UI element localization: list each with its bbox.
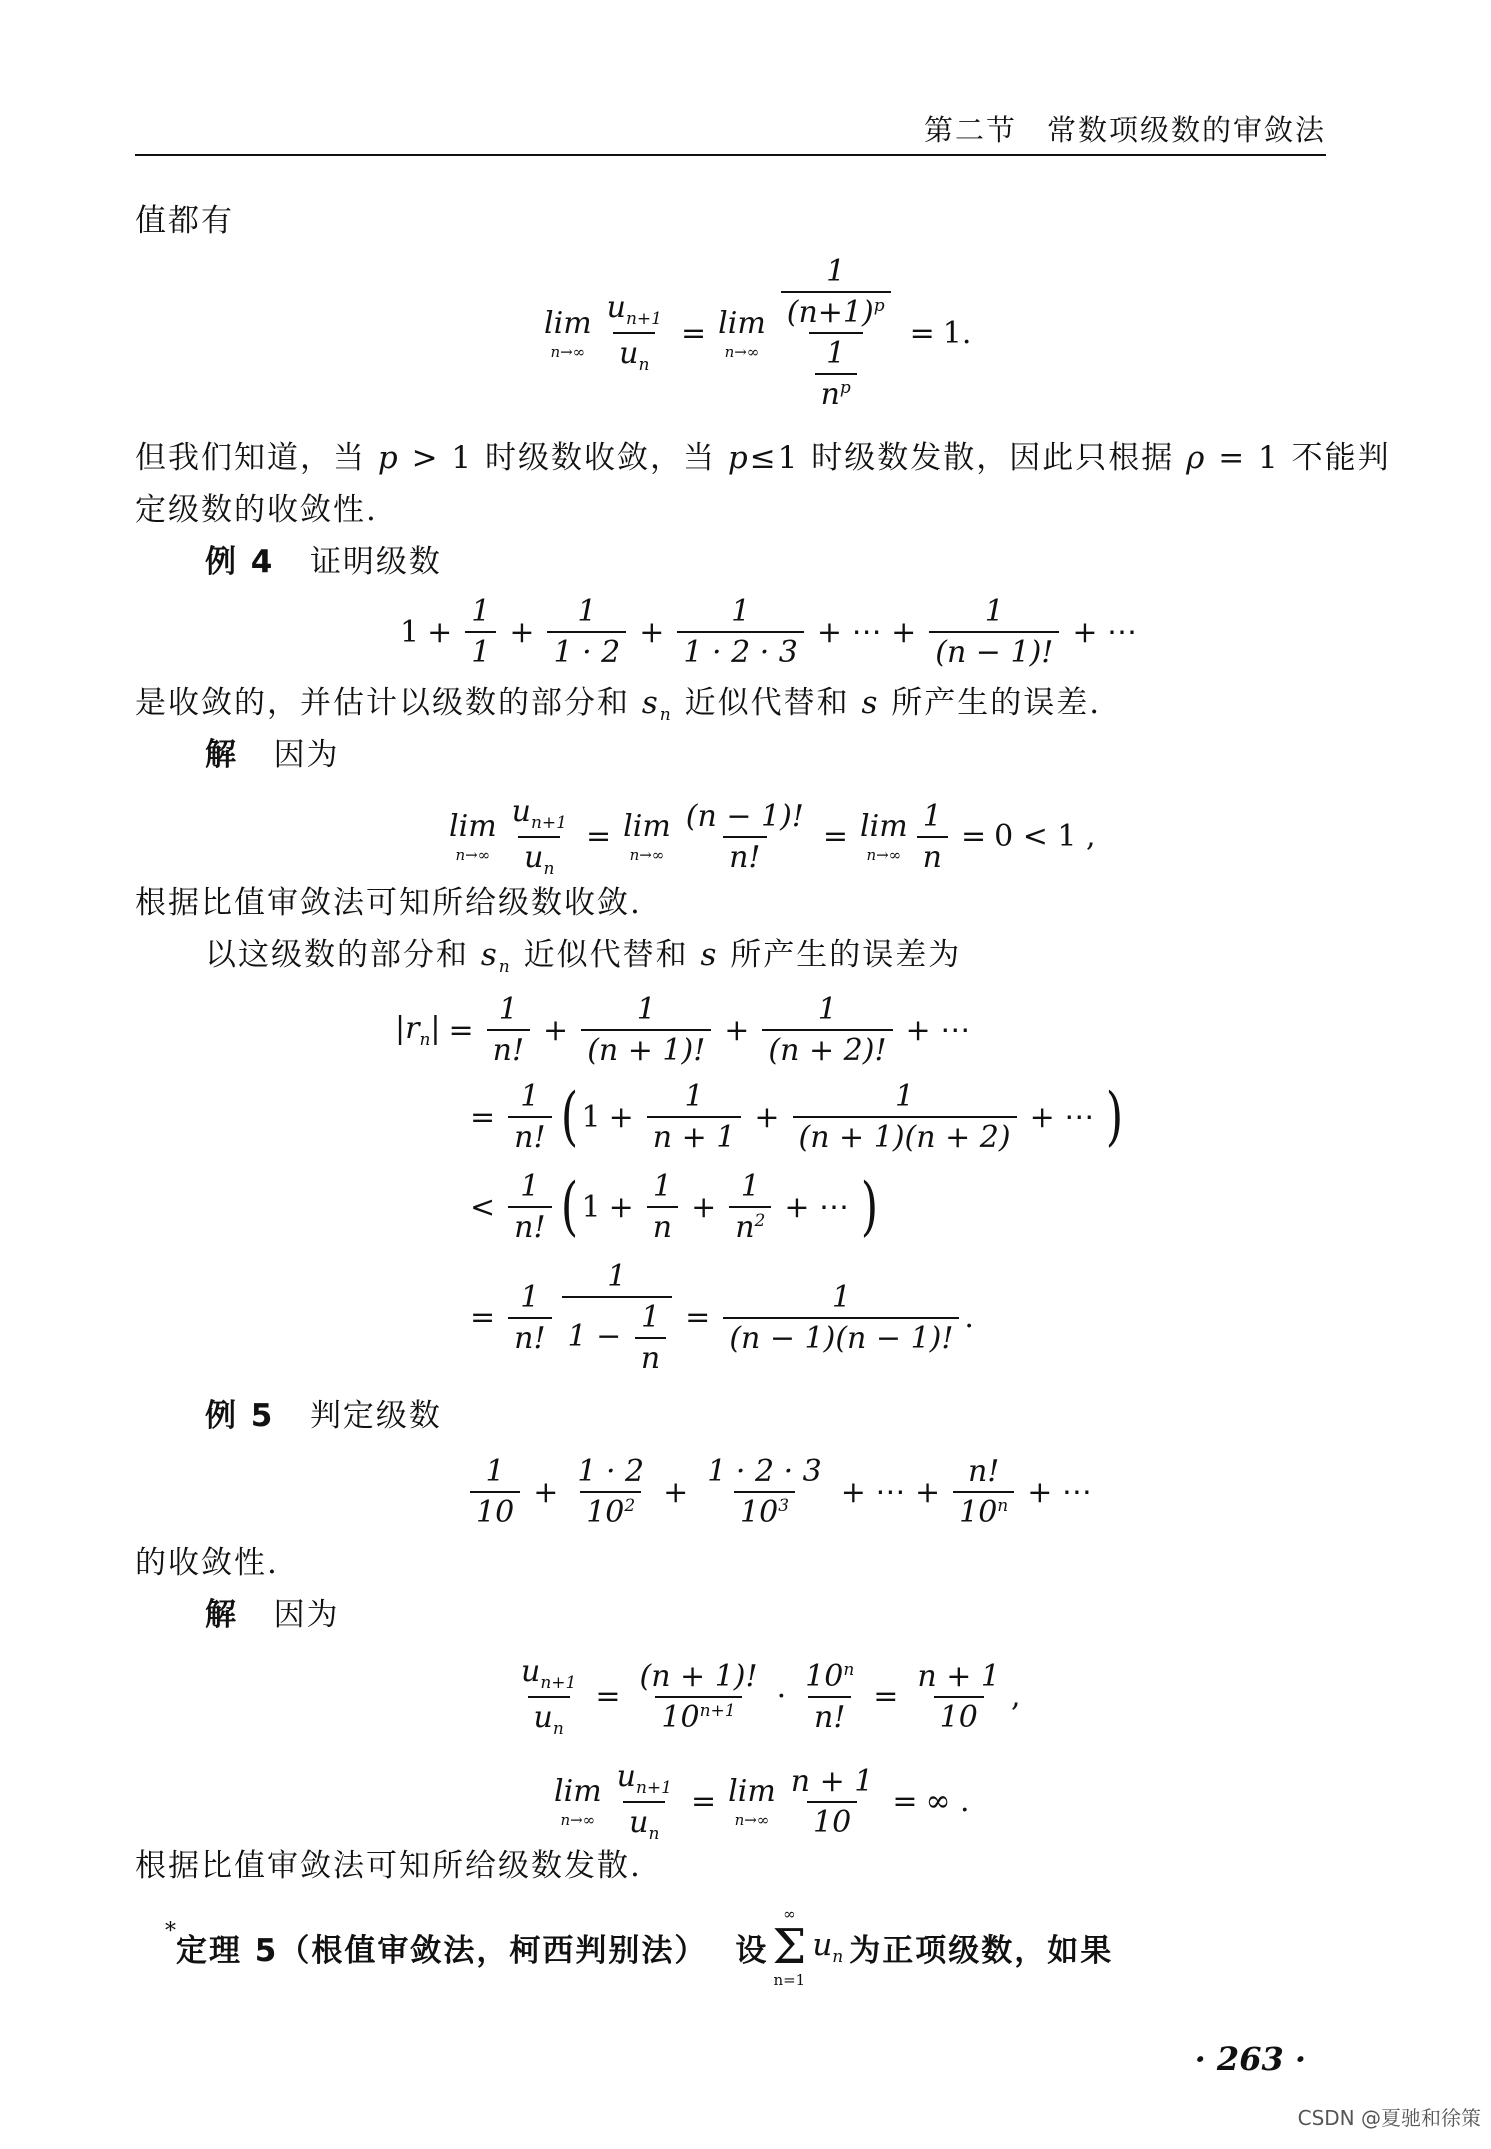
lim-operator: lim n→∞ [544,305,592,361]
equation-error-line-1: $|r_n|$ = $\frac{1}{n!}$ + $\frac{1}{(n + 1)!}$ + $\frac{1}{(n + 2)!}$ + ⋯ [395,992,971,1068]
running-header [924,108,1326,149]
fraction: $\frac{\frac{1}{(n+1)^p}}{\frac{1}{n^p}}$ [775,255,897,411]
header-rule [135,154,1326,156]
equation-series-example-5: $\frac{1}{10}$ + $\frac{1 \cdot 2}{10^2}$ + $\frac{1 \cdot 2 \cdot 3}{10^3}$ + ⋯ + $\frac{n!}{10^n}$ + ⋯ [465,1455,1100,1529]
equation-ratio-example-5: $\frac{u_{n+1}}{u_n}$ = $\frac{(n + 1)!}{10^{n+1}}$ · $\frac{10^n}{n!}$ = $\frac{n + 1}{10}$ , [521,1654,1021,1739]
example-4-heading: 例 4 证明级数 [205,544,442,580]
watermark: CSDN @夏驰和徐策 [1297,2106,1481,2130]
equation-series-factorial: 1 + $\frac{1}{1}$ + $\frac{1}{1 \cdot 2}$ + $\frac{1}{1 \cdot 2 \cdot 3}$ + ⋯ + $\frac{1}{(n - 1)!}$ + ⋯ [400,594,1138,670]
paragraph-p-series-note: 但我们知道，当 p > 1 时级数收敛，当 p≤1 时级数发散，因此只根据 ρ = 1 不能判 [135,440,1391,476]
equation-error-line-2: = $\frac{1}{n!}$ ( 1 + $\frac{1}{n + 1}$ + $\frac{1}{(n + 1)(n + 2)}$ + ⋯ ) [470,1079,1124,1155]
equation-ratio-p-series: lim n→∞ $\frac{u_{n+1}}{u_n}$ = lim n→∞ $\frac{\frac{1}{(n+1)^p}}{\frac{1}{n^p}}$ = 1. [544,254,972,412]
sigma-symbol: ∞ Σ n=1 [772,1905,807,1989]
example-5-heading: 例 5 判定级数 [205,1398,442,1434]
fraction: $\frac{u_{n+1}}{u_n}$ [606,290,662,375]
equation-ratio-limit: lim n→∞ $\frac{u_{n+1}}{u_n}$ = lim n→∞ $\frac{(n - 1)!}{n!}$ = lim n→∞ $\frac{1}{n}$ = 0 < 1 , [449,794,1096,879]
solution-2-heading: 解 因为 [205,1597,340,1633]
equation-error-line-3: < $\frac{1}{n!}$ ( 1 + $\frac{1}{n}$ + $\frac{1}{n^2}$ + ⋯ ) [470,1169,879,1245]
paragraph-intro: 值都有 [135,203,234,239]
page-number: · 263 · [1194,2040,1306,2078]
paragraph-convergent-conclusion: 根据比值审敛法可知所给级数收敛. [135,885,642,921]
section-title: 常数项级数的审敛法 [1046,113,1326,147]
equation-error-line-4: = $\frac{1}{n!}$ 1 1 − $\frac{1}{n}$ = $\frac{1}{(n - 1)(n - 1)!}$ . [470,1259,974,1376]
solution-heading: 解 因为 [205,737,340,773]
paragraph-error-intro: 以这级数的部分和 $s_n$ 近似代替和 s 所产生的误差为 [205,937,962,978]
section-number: 第二节 [923,113,1017,147]
paragraph-p-series-note-cont: 定级数的收敛性. [135,492,378,528]
equation-limit-example-5: lim n→∞ $\frac{u_{n+1}}{u_n}$ = lim n→∞ $\frac{n + 1}{10}$ = ∞ . [554,1759,970,1844]
theorem-5-statement: * 定理 5（根值审敛法，柯西判别法） 设 ∞ Σ n=1 $u_n$ 为正项级数，如果 [165,1905,1114,1989]
paragraph-convergence-question: 的收敛性. [135,1545,279,1581]
lim-operator: lim n→∞ [718,305,766,361]
paragraph-example-4-task: 是收敛的，并估计以级数的部分和 $s_n$ 近似代替和 s 所产生的误差. [135,685,1102,726]
paragraph-divergent-conclusion: 根据比值审敛法可知所给级数发散. [135,1848,642,1884]
theorem-5-label: 定理 5（根值审敛法，柯西判别法） [176,1932,708,1969]
